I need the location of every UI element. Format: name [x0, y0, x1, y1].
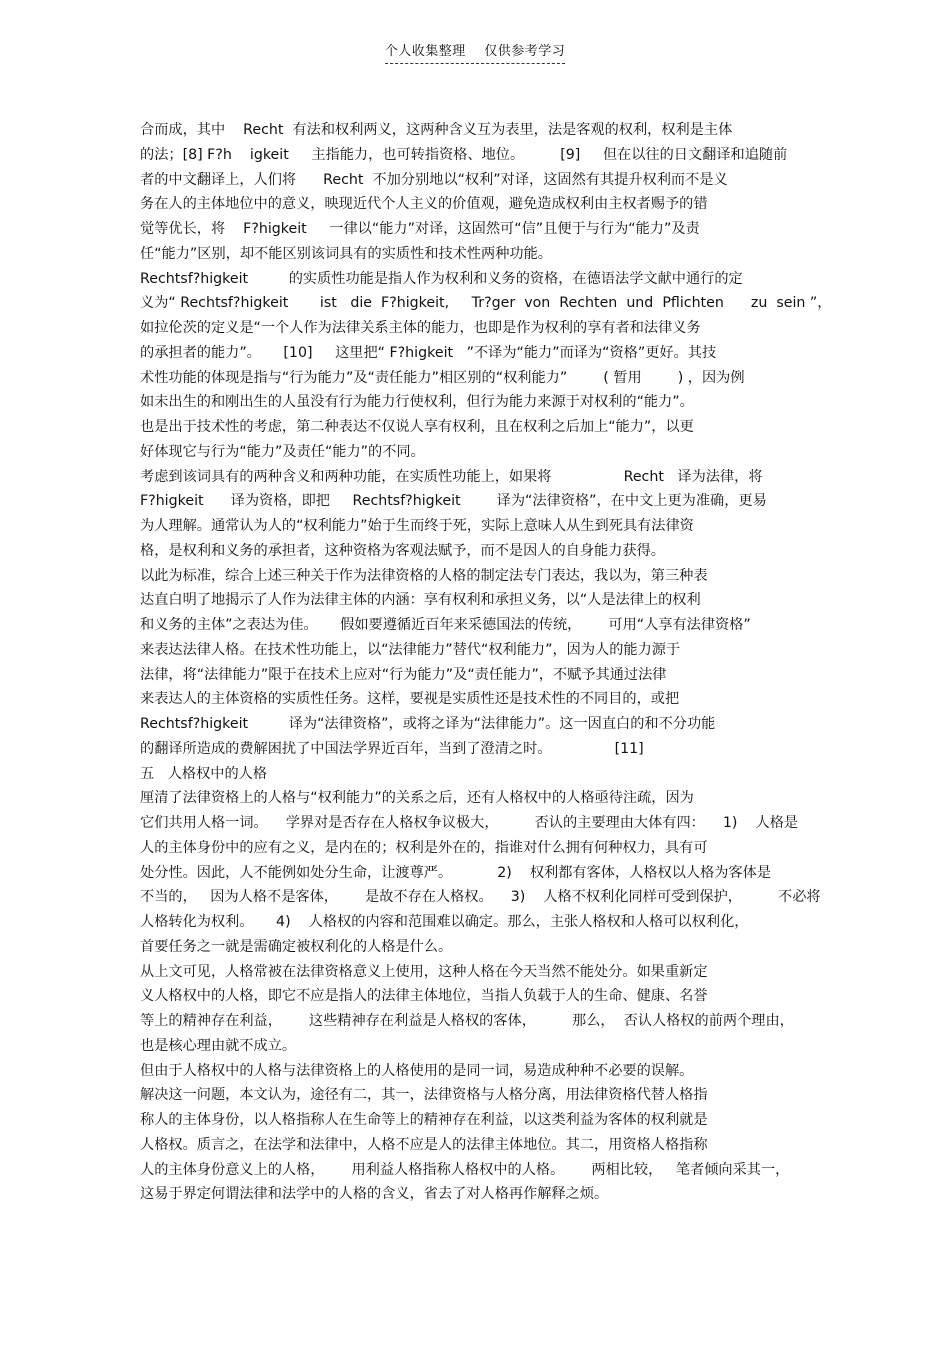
text-line: 人格权。质言之，在法学和法律中，人格不应是人的法律主体地位。其二，用资格人格指称 — [140, 1136, 708, 1153]
text-line: 和义务的主体”之表达为佳。 假如要遵循近百年来采德国法的传统， 可用“人享有法律资格” — [140, 617, 751, 633]
text-line: 义人格权中的人格，即它不应是指人的法律主体地位，当指人负载于人的生命、健康、名誉 — [140, 988, 708, 1005]
text-line: 来表达法律人格。在技术性功能上，以“法律能力”替代“权利能力”，因为人的能力源于 — [140, 641, 681, 658]
section-heading: 五 人格权中的人格 — [140, 765, 268, 782]
document-body — [140, 118, 832, 1207]
text-line: 等上的精神存在利益， 这些精神存在利益是人格权的客体， 那么， 否认人格权的前两个理由， — [140, 1013, 794, 1029]
page-header — [0, 40, 950, 64]
text-line: 合而成，其中 Recht 有法和权利两义，这两种含义互为表里，法是客观的权利，权利是主体 — [140, 122, 733, 138]
text-line: 务在人的主体地位中的意义，映现近代个人主义的价值观，避免造成权利由主权者赐予的错 — [140, 196, 708, 213]
header-text: 个人收集整理 仅供参考学习 — [385, 40, 566, 64]
text-line: 任“能力”区别，却不能区别该词具有的实质性和技术性两种功能。 — [140, 245, 552, 262]
text-line: 法律，将“法律能力”限于在技术上应对“行为能力”及“责任能力”，不赋予其通过法律 — [140, 666, 667, 683]
text-line: 如拉伦茨的定义是“一个人作为法律关系主体的能力，也即是作为权利的享有者和法律义务 — [140, 320, 701, 336]
text-line: 也是出于技术性的考虑，第二种表达不仅说人享有权利，且在权利之后加上“能力”，以更 — [140, 419, 694, 435]
text-line: 义为“ Rechtsf?higkeit ist die F?higkeit, Tr?ger von Rechten und Pflichten zu sein ”， — [140, 295, 832, 312]
text-line: 从上文可见，人格常被在法律资格意义上使用，这种人格在今天当然不能处分。如果重新定 — [140, 963, 708, 980]
text-line: Rechtsf?higkeit 的实质性功能是指人作为权利和义务的资格，在德语法学文献中通行的定 — [140, 270, 743, 287]
text-line: 格，是权利和义务的承担者，这种资格为客观法赋予，而不是因人的自身能力获得。 — [140, 542, 665, 559]
text-line: 的翻译所造成的费解困扰了中国法学界近百年，当到了澄清之时。 [11] — [140, 740, 644, 757]
text-line: 的承担者的能力”。 [10] 这里把“ F?higkeit ”不译为“能力”而译为“资格”更好。其技 — [140, 344, 717, 361]
text-line: 不当的， 因为人格不是客体， 是故不存在人格权。 3) 人格不权利化同样可受到保护， 不必将 — [140, 889, 821, 906]
text-line: 首要任务之一就是需确定被权利化的人格是什么。 — [140, 938, 453, 955]
text-line: 人的主体身份意义上的人格， 用利益人格指称人格权中的人格。 两相比较， 笔者倾向采其一， — [140, 1161, 790, 1178]
text-line: 为人理解。通常认为人的“权利能力”始于生而终于死，实际上意味人从生到死具有法律资 — [140, 518, 694, 534]
text-line: 也是核心理由就不成立。 — [140, 1037, 297, 1054]
text-line: 的法；[8] F?h igkeit 主指能力，也可转指资格、地位。 [9] 但在以往的日文翻译和追随前 — [140, 146, 788, 163]
text-line: 好体现它与行为“能力”及责任“能力”的不同。 — [140, 443, 425, 460]
text-line: 处分性。因此，人不能例如处分生命，让渡尊严。 2) 权利都有客体，人格权以人格为客体是 — [140, 864, 772, 881]
text-line: 术性功能的体现是指与“行为能力”及“责任能力”相区别的“权利能力” ( 暂用 ) ，因为例 — [140, 369, 745, 386]
text-line: 人格转化为权利。 4) 人格权的内容和范围难以确定。那么，主张人格权和人格可以权利化， — [140, 914, 749, 930]
text-line: 如未出生的和刚出生的人虽没有行为能力行使权利，但行为能力来源于对权利的“能力”。 — [140, 394, 694, 411]
text-line: 来表达人的主体资格的实质性任务。这样，要视是实质性还是技术性的不同目的，或把 — [140, 691, 680, 708]
text-line: 考虑到该词具有的两种含义和两种功能，在实质性功能上，如果将 Recht 译为法律，将 — [140, 468, 763, 485]
text-line: 但由于人格权中的人格与法律资格上的人格使用的是同一词，易造成种种不必要的误解。 — [140, 1062, 694, 1079]
text-line: 解决这一问题，本文认为，途径有二，其一，法律资格与人格分离，用法律资格代替人格指 — [140, 1087, 708, 1104]
text-line: F?higkeit 译为资格，即把 Rechtsf?higkeit 译为“法律资格”，在中文上更为准确，更易 — [140, 493, 767, 510]
text-line: 者的中文翻译上，人们将 Recht 不加分别地以“权利”对译，这固然有其提升权利而不是义 — [140, 171, 728, 188]
text-line: 这易于界定何谓法律和法学中的人格的含义，省去了对人格再作解释之烦。 — [140, 1186, 609, 1203]
text-line: 觉等优长，将 F?higkeit 一律以“能力”对译，这固然可“信”且便于与行为“能力”及责 — [140, 221, 700, 237]
text-line: 以此为标准，综合上述三种关于作为法律资格的人格的制定法专门表达，我以为，第三种表 — [140, 567, 708, 584]
text-line: Rechtsf?higkeit 译为“法律资格”，或将之译为“法律能力”。这一因直白的和不分功能 — [140, 716, 716, 732]
text-line: 人的主体身份中的应有之义，是内在的；权利是外在的，指谁对什么拥有何种权力，具有可 — [140, 839, 708, 856]
text-line: 称人的主体身份，以人格指称人在生命等上的精神存在利益，以这类利益为客体的权利就是 — [140, 1112, 708, 1128]
text-line: 它们共用人格一词。 学界对是否存在人格权争议极大， 否认的主要理由大体有四： 1) 人格是 — [140, 815, 799, 831]
text-line: 厘清了法律资格上的人格与“权利能力”的关系之后，还有人格权中的人格亟待注疏，因为 — [140, 790, 694, 807]
text-line: 达直白明了地揭示了人作为法律主体的内涵：享有权利和承担义务，以“人是法律上的权利 — [140, 592, 701, 609]
